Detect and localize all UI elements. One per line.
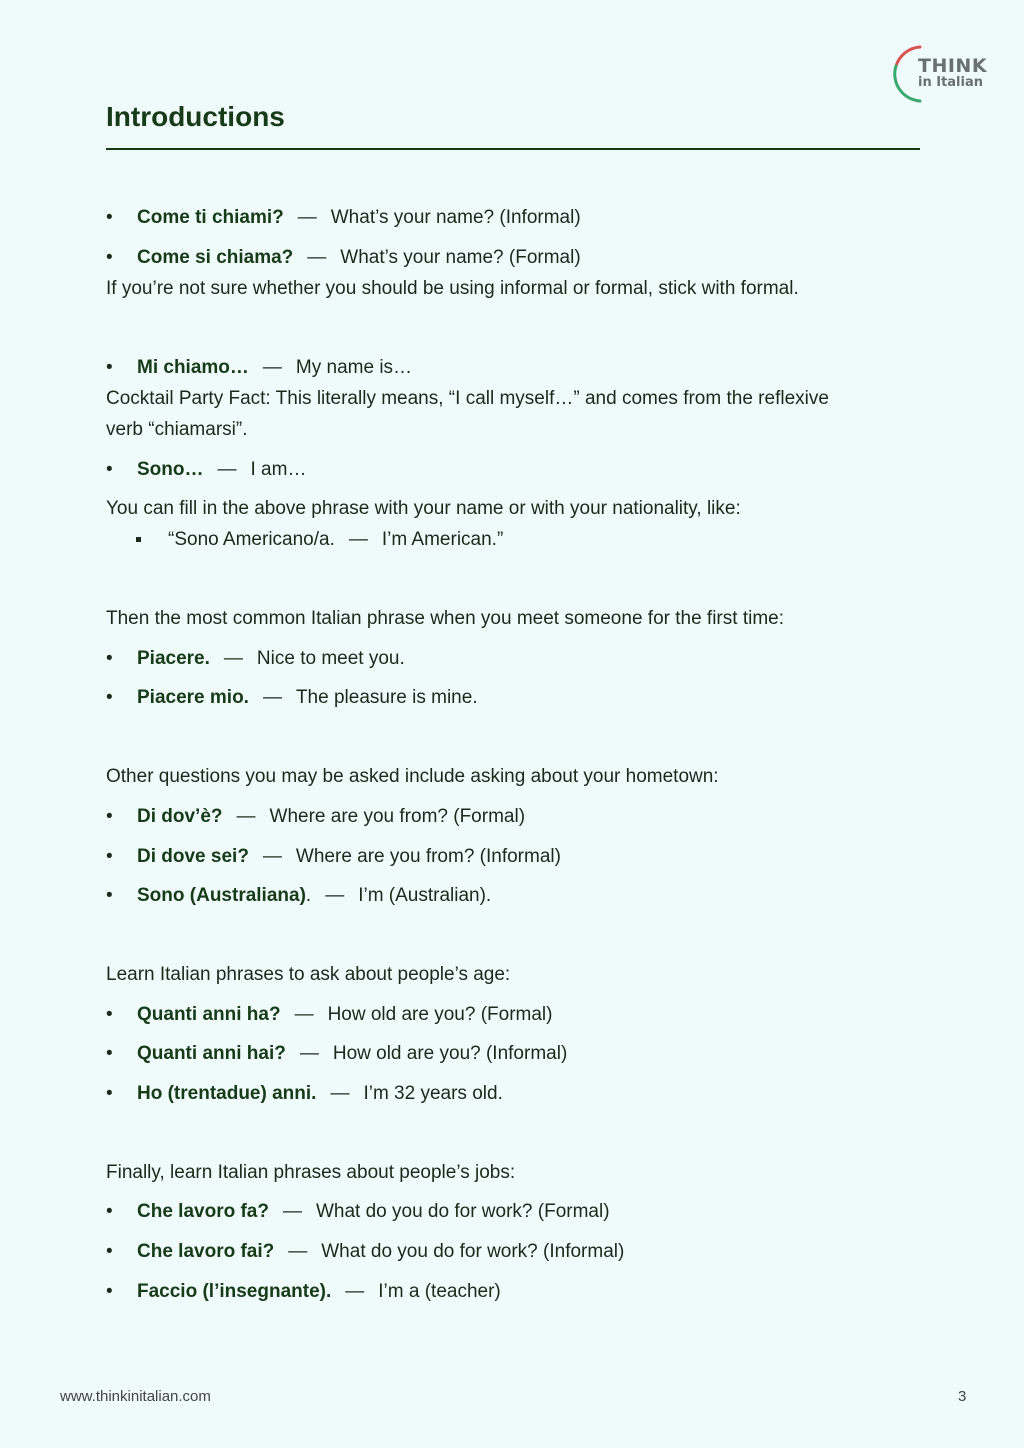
paragraph: Other questions you may be asked include asking about your hometown: (106, 766, 719, 787)
italian-phrase: “Sono Americano/a. (168, 529, 335, 550)
english-translation: The pleasure is mine. (295, 687, 478, 708)
paragraph: Then the most common Italian phrase when you meet someone for the first time: (106, 608, 784, 629)
italian-phrase: Sono… (137, 459, 204, 480)
italian-phrase: Mi chiamo… (137, 357, 249, 378)
italian-phrase: Di dov’è? (137, 806, 223, 827)
italian-phrase: Come si chiama? (137, 247, 294, 268)
dash-separator: — (236, 806, 256, 827)
dash-separator: — (282, 1201, 302, 1222)
paragraph: Learn Italian phrases to ask about people’s age: (106, 964, 511, 985)
dash-separator: — (262, 687, 282, 708)
dash-separator: — (297, 207, 317, 228)
dash-separator: — (325, 885, 345, 906)
italian-phrase: Quanti anni ha? (137, 1004, 281, 1025)
italian-phrase: Che lavoro fa? (137, 1201, 269, 1222)
bullet-icon: • (106, 648, 113, 669)
english-translation: Where are you from? (Formal) (269, 806, 526, 827)
page-number: 3 (958, 1388, 967, 1405)
dash-separator: — (223, 648, 243, 669)
italian-phrase: Come ti chiami? (137, 207, 284, 228)
paragraph: If you’re not sure whether you should be using informal or formal, stick with formal. (106, 278, 799, 299)
dash-separator: — (307, 247, 327, 268)
bullet-icon: • (106, 207, 113, 228)
italian-phrase: Ho (trentadue) anni. (137, 1083, 317, 1104)
english-translation: I’m 32 years old. (363, 1083, 503, 1104)
english-translation: What’s your name? (Formal) (340, 247, 581, 268)
italian-phrase: Piacere mio. (137, 687, 249, 708)
footer-website-link[interactable]: www.thinkinitalian.com (60, 1388, 211, 1405)
bullet-icon: • (106, 1241, 113, 1262)
english-translation: I’m (Australian). (358, 885, 492, 906)
english-translation: I’m a (teacher) (378, 1281, 501, 1302)
bullet-icon: • (106, 459, 113, 480)
logo-in-italian-text: in Italian (918, 75, 983, 90)
logo-think-text: THINK (918, 55, 988, 77)
english-translation: I’m American.” (381, 529, 504, 550)
bullet-icon: • (106, 1043, 113, 1064)
italian-phrase: Faccio (l’insegnante). (137, 1281, 332, 1302)
dash-separator: — (299, 1043, 319, 1064)
dash-separator: — (262, 846, 282, 867)
bullet-icon: • (106, 1281, 113, 1302)
bullet-icon: • (106, 247, 113, 268)
english-translation: Nice to meet you. (256, 648, 405, 669)
bullet-icon: • (106, 846, 113, 867)
bullet-icon: • (106, 806, 113, 827)
english-translation: How old are you? (Formal) (327, 1004, 553, 1025)
italian-phrase: Di dove sei? (137, 846, 249, 867)
english-translation: I am… (250, 459, 307, 480)
bullet-icon: • (106, 357, 113, 378)
english-translation: What’s your name? (Informal) (330, 207, 581, 228)
english-translation: Where are you from? (Informal) (295, 846, 561, 867)
italian-phrase: Che lavoro fai? (137, 1241, 275, 1262)
italian-phrase: Quanti anni hai? (137, 1043, 286, 1064)
bullet-icon: • (106, 885, 113, 906)
page-title: Introductions (106, 101, 285, 132)
paragraph: Cocktail Party Fact: This literally means, “I call myself…” and comes from the reflexive (106, 388, 829, 409)
bullet-icon: • (106, 1004, 113, 1025)
italian-phrase: Piacere. (137, 648, 210, 669)
bullet-icon: • (106, 1201, 113, 1222)
dash-separator: — (348, 529, 368, 550)
italian-phrase: Sono (Australiana) (137, 885, 306, 906)
dash-separator: — (294, 1004, 314, 1025)
english-translation: What do you do for work? (Formal) (315, 1201, 610, 1222)
bullet-icon: • (106, 687, 113, 708)
paragraph: You can fill in the above phrase with your name or with your nationality, like: (106, 498, 741, 519)
bullet-icon: • (106, 1083, 113, 1104)
dash-separator: — (330, 1083, 350, 1104)
logo (892, 44, 988, 104)
dash-separator: — (217, 459, 237, 480)
paragraph: Finally, learn Italian phrases about people’s jobs: (106, 1162, 516, 1183)
punctuation: . (305, 885, 312, 906)
english-translation: What do you do for work? (Informal) (321, 1241, 625, 1262)
title-divider (106, 148, 920, 150)
english-translation: My name is… (295, 357, 413, 378)
dash-separator: — (288, 1241, 308, 1262)
paragraph: verb “chiamarsi”. (106, 419, 248, 440)
square-bullet-icon (136, 537, 141, 542)
dash-separator: — (262, 357, 282, 378)
dash-separator: — (345, 1281, 365, 1302)
english-translation: How old are you? (Informal) (332, 1043, 568, 1064)
